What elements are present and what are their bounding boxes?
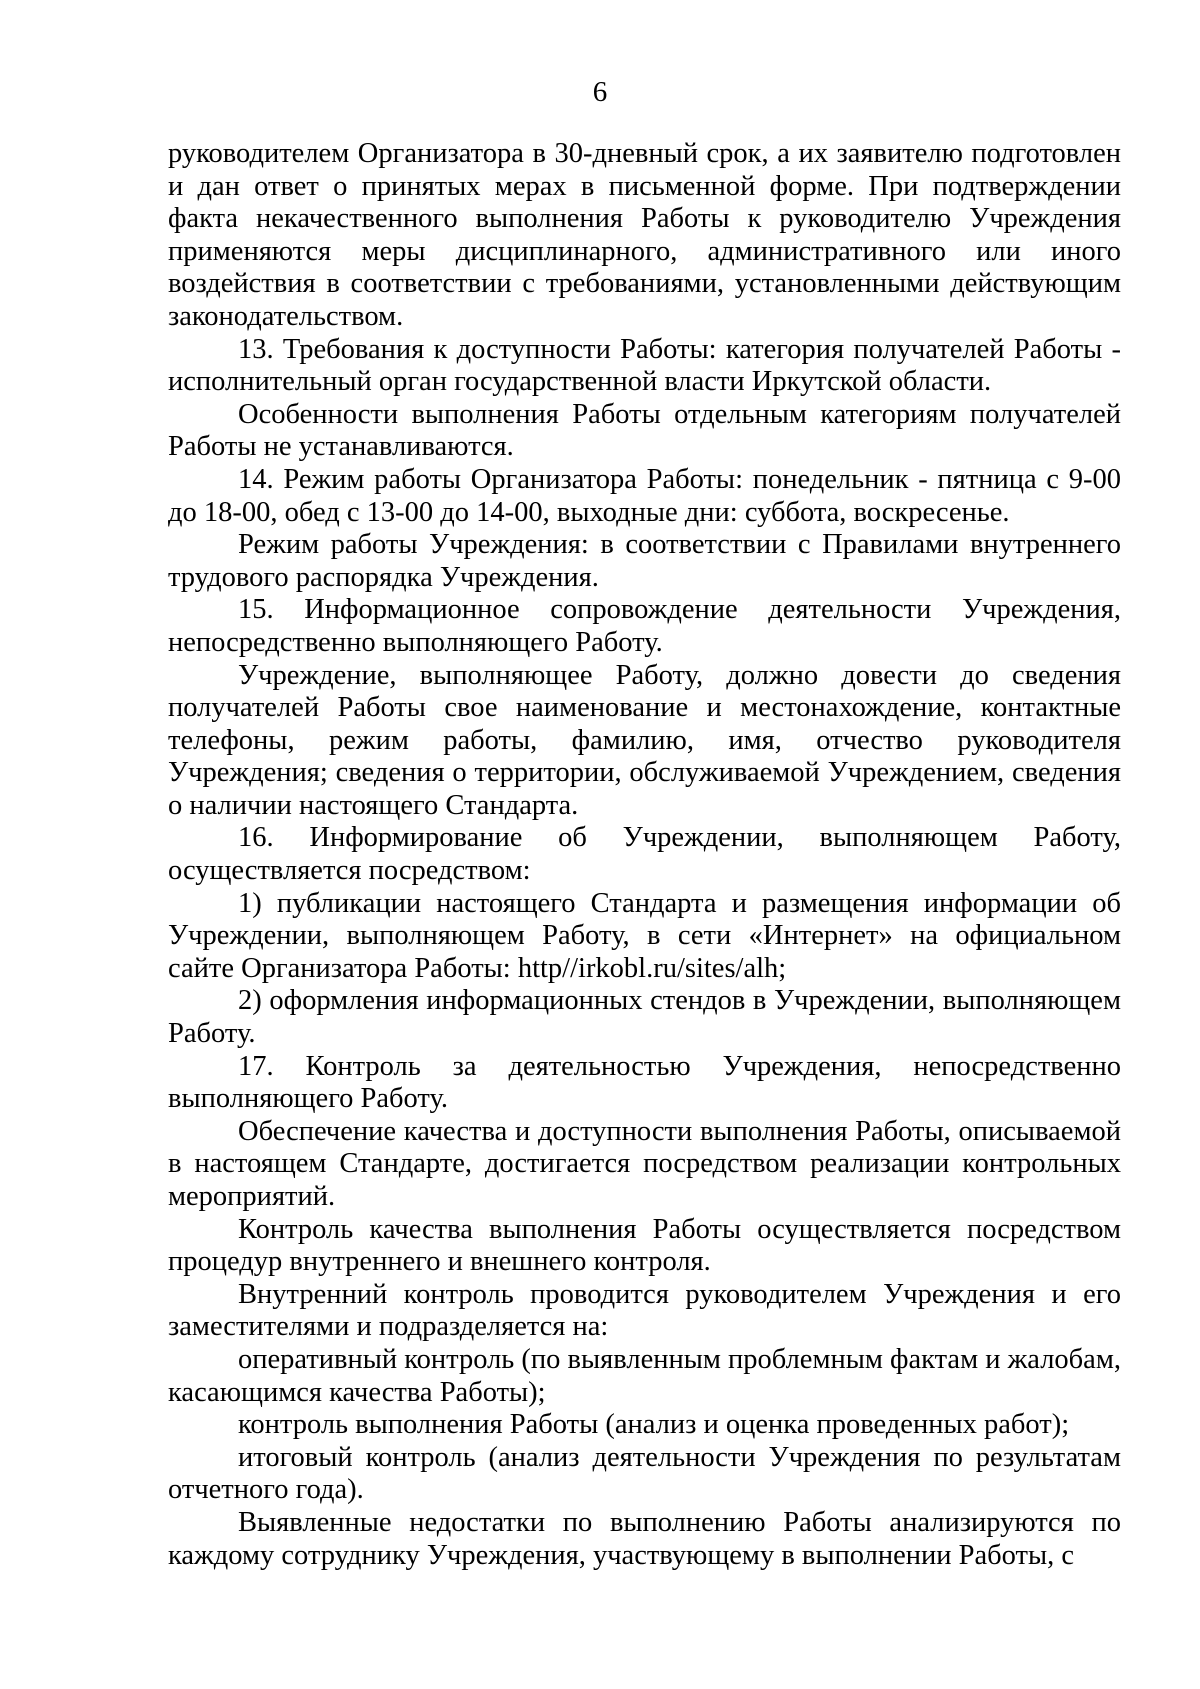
paragraph-deficiencies: Выявленные недостатки по выполнению Работы анализируются по каждому сотруднику Учреждения, участвующему в выполнении Работы, с bbox=[168, 1506, 1121, 1571]
paragraph-quality-assurance: Обеспечение качества и доступности выполнения Работы, описываемой в настоящем Стандарте, достигается посредством реализации контрольных мероприятий. bbox=[168, 1115, 1121, 1212]
paragraph-17-control: 17. Контроль за деятельностью Учреждения, непосредственно выполняющего Работу. bbox=[168, 1050, 1121, 1115]
paragraph-special-categories: Особенности выполнения Работы отдельным категориям получателей Работы не устанавливаются. bbox=[168, 398, 1121, 463]
paragraph-continuation: руководителем Организатора в 30-дневный срок, а их заявителю подготовлен и дан ответ о принятых мерах в письменной форме. При подтверждении факта некачественного выполнения Работы к руководителю Учреждения применяются меры дисциплинарного, административного или иного воздействия в соответствии с требованиями, установленными действующим законодательством. bbox=[168, 138, 1121, 332]
paragraph-16-informing: 16. Информирование об Учреждении, выполняющем Работу, осуществляется посредством: bbox=[168, 822, 1121, 887]
paragraph-14-work-schedule: 14. Режим работы Организатора Работы: понедельник - пятница с 9-00 до 18-00, обед с 13-00 до 14-00, выходные дни: суббота, воскресенье. bbox=[168, 463, 1121, 528]
paragraph-15-info-support: 15. Информационное сопровождение деятельности Учреждения, непосредственно выполняющего Работу. bbox=[168, 594, 1121, 658]
list-item-1-publication: 1) публикации настоящего Стандарта и размещения информации об Учреждении, выполняющем Работу, в сети «Интернет» на официальном сайте Организатора Работы: http//irkobl.ru/sites/alh; bbox=[168, 887, 1121, 984]
paragraph-execution-control: контроль выполнения Работы (анализ и оценка проведенных работ); bbox=[238, 1409, 1070, 1441]
paragraph-operational-control: оперативный контроль (по выявленным проблемным фактам и жалобам, касающимся качества Работы); bbox=[168, 1343, 1121, 1408]
paragraph-13-accessibility: 13. Требования к доступности Работы: категория получателей Работы - исполнительный орган государственной власти Иркутской области. bbox=[168, 333, 1121, 398]
paragraph-final-control: итоговый контроль (анализ деятельности Учреждения по результатам отчетного года). bbox=[168, 1441, 1121, 1506]
paragraph-institution-disclosure: Учреждение, выполняющее Работу, должно довести до сведения получателей Работы свое наименование и местонахождение, контактные телефоны, режим работы, фамилию, имя, отчество руководителя Учреждения; сведения о территории, обслуживаемой Учреждением, сведения о наличии настоящего Стандарта. bbox=[168, 659, 1121, 821]
list-item-2-stands: 2) оформления информационных стендов в Учреждении, выполняющем Работу. bbox=[168, 985, 1121, 1050]
paragraph-internal-control: Внутренний контроль проводится руководителем Учреждения и его заместителями и подразделяется на: bbox=[168, 1278, 1121, 1343]
page-number: 6 bbox=[592, 76, 608, 108]
paragraph-quality-control: Контроль качества выполнения Работы осуществляется посредством процедур внутреннего и внешнего контроля. bbox=[168, 1213, 1121, 1278]
paragraph-institution-schedule: Режим работы Учреждения: в соответствии с Правилами внутреннего трудового распорядка Учреждения. bbox=[168, 529, 1121, 593]
document-body bbox=[168, 138, 1121, 1572]
